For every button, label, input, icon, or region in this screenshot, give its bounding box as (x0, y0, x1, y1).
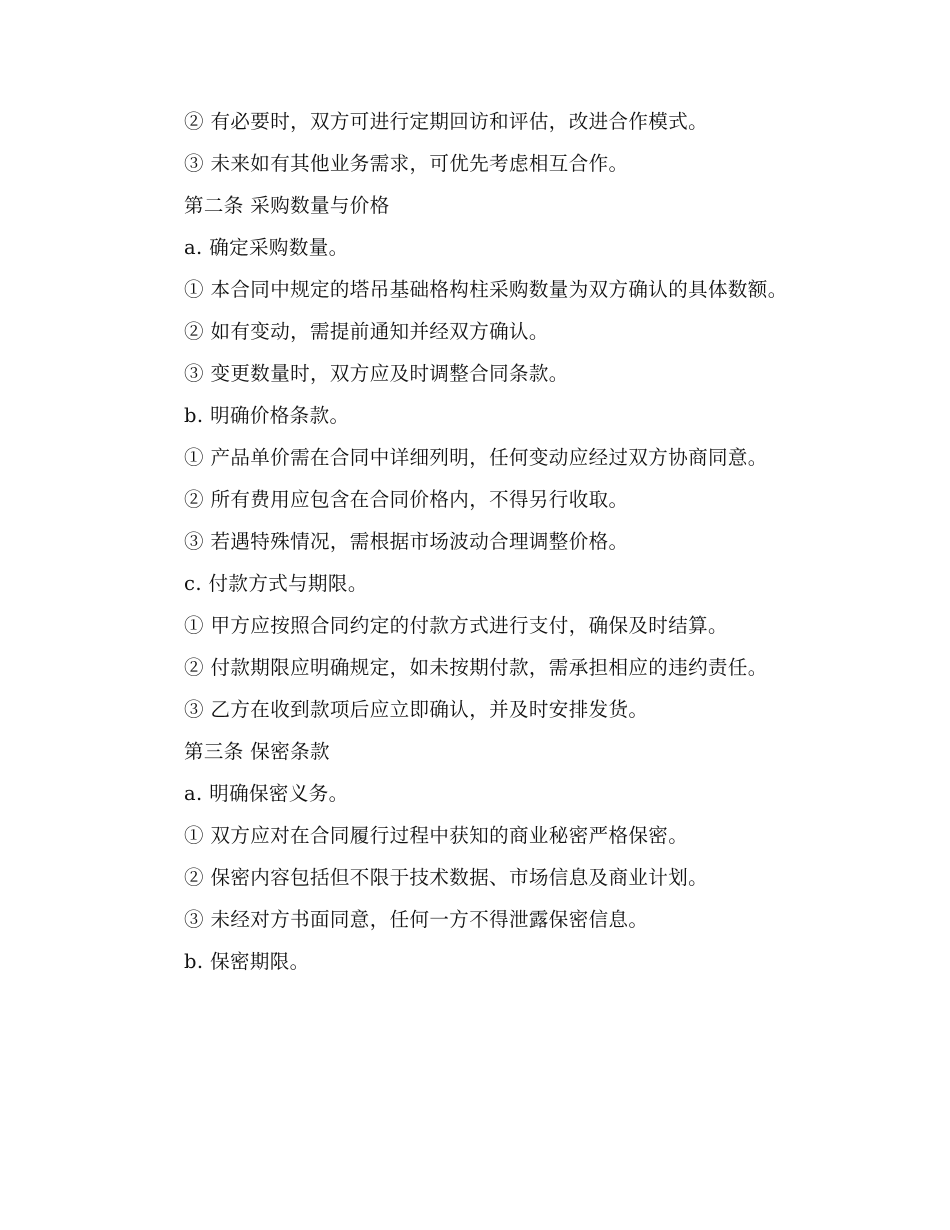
paragraph: ① 产品单价需在合同中详细列明，任何变动应经过双方协商同意。 (184, 446, 768, 469)
subsection-heading: a. 明确保密义务。 (184, 782, 349, 805)
paragraph: ② 有必要时，双方可进行定期回访和评估，改进合作模式。 (184, 110, 708, 133)
paragraph: ③ 若遇特殊情况，需根据市场波动合理调整价格。 (184, 530, 629, 553)
paragraph: ② 所有费用应包含在合同价格内，不得另行收取。 (184, 488, 629, 511)
subsection-heading: b. 明确价格条款。 (184, 404, 350, 427)
paragraph: ③ 未经对方书面同意，任何一方不得泄露保密信息。 (184, 908, 649, 931)
subsection-heading: c. 付款方式与期限。 (184, 572, 368, 595)
document-body (143, 101, 803, 983)
paragraph: ① 双方应对在合同履行过程中获知的商业秘密严格保密。 (184, 824, 689, 847)
paragraph: ② 如有变动，需提前通知并经双方确认。 (184, 320, 549, 343)
paragraph: ① 本合同中规定的塔吊基础格构柱采购数量为双方确认的具体数额。 (184, 278, 788, 301)
paragraph: ② 保密内容包括但不限于技术数据、市场信息及商业计划。 (184, 866, 708, 889)
section-heading: 第二条 采购数量与价格 (184, 194, 390, 217)
paragraph: ① 甲方应按照合同约定的付款方式进行支付，确保及时结算。 (184, 614, 728, 637)
paragraph: ② 付款期限应明确规定，如未按期付款，需承担相应的违约责任。 (184, 656, 768, 679)
section-heading: 第三条 保密条款 (184, 740, 330, 763)
paragraph: ③ 变更数量时，双方应及时调整合同条款。 (184, 362, 569, 385)
subsection-heading: b. 保密期限。 (184, 950, 310, 973)
paragraph: ③ 未来如有其他业务需求，可优先考虑相互合作。 (184, 152, 629, 175)
paragraph: ③ 乙方在收到款项后应立即确认，并及时安排发货。 (184, 698, 649, 721)
subsection-heading: a. 确定采购数量。 (184, 236, 349, 259)
